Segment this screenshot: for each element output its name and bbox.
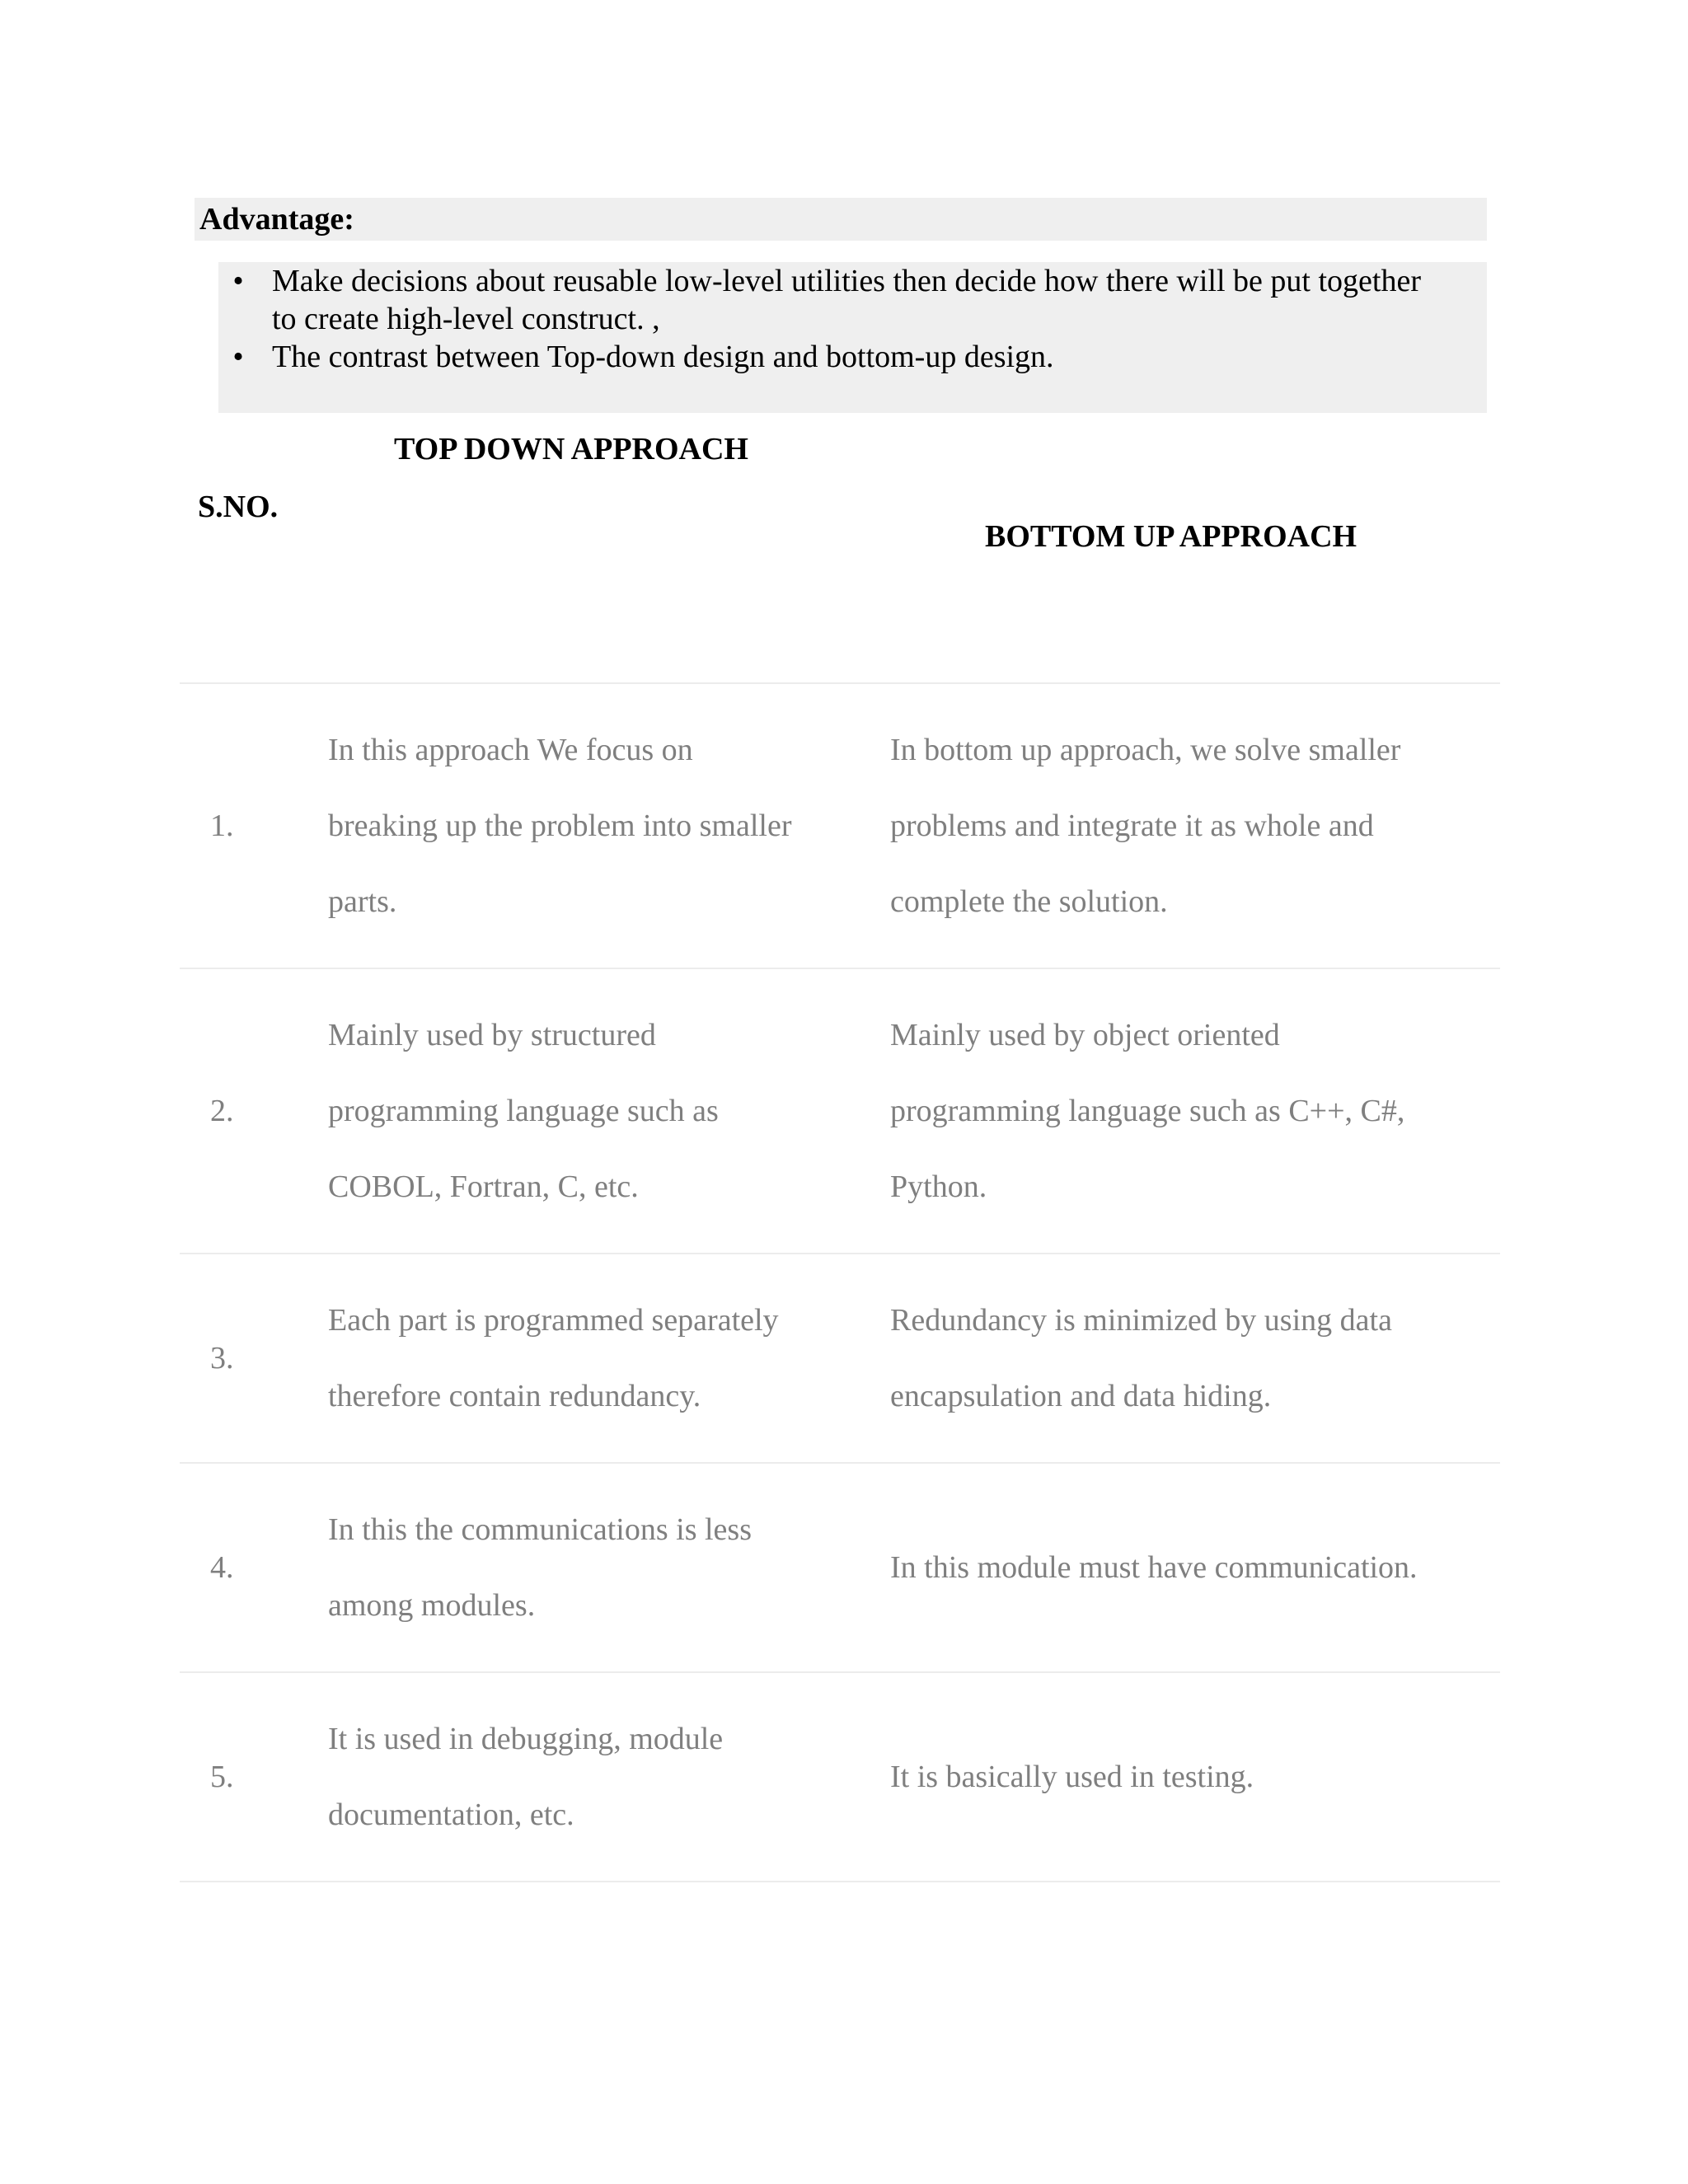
bullet-dot-icon: •: [232, 340, 244, 374]
row-number: 5.: [210, 1760, 234, 1794]
advantage-bullet-list: [218, 262, 1487, 376]
bullet-text-line: to create high-level construct. ,: [272, 302, 660, 336]
cell-line: problems and integrate it as whole and: [890, 808, 1374, 843]
table-row: [180, 682, 1500, 968]
bottom-up-cell: [890, 1282, 1500, 1434]
bullet-text-line: The contrast between Top-down design and bottom-up design.: [272, 340, 1054, 374]
cell-line: programming language such as: [328, 1094, 719, 1128]
table-row: [180, 1671, 1500, 1882]
top-down-cell: [328, 1492, 890, 1643]
cell-line: programming language such as C++, C#,: [890, 1094, 1405, 1128]
cell-line: COBOL, Fortran, C, etc.: [328, 1169, 639, 1204]
row-number: 1.: [210, 808, 234, 843]
row-number: 3.: [210, 1341, 234, 1376]
cell-line: therefore contain redundancy.: [328, 1379, 701, 1413]
top-down-cell: [328, 712, 890, 940]
cell-line: parts.: [328, 884, 397, 919]
top-down-cell: [328, 1282, 890, 1434]
top-down-cell: [328, 997, 890, 1225]
cell-line: In this module must have communication.: [890, 1550, 1418, 1585]
bottom-up-cell: [890, 1739, 1500, 1815]
cell-line: breaking up the problem into smaller: [328, 808, 792, 843]
row-number: 2.: [210, 1094, 234, 1128]
top-down-cell: [328, 1701, 890, 1853]
table-row: [180, 1253, 1500, 1462]
sno-column-header: S.NO.: [198, 490, 279, 524]
advantage-heading: Advantage:: [195, 198, 1487, 241]
advantage-bullet-item: [218, 262, 1487, 338]
cell-line: Mainly used by structured: [328, 1018, 656, 1052]
bottom-up-cell: [890, 997, 1500, 1225]
cell-line: It is used in debugging, module: [328, 1722, 724, 1756]
table-row: [180, 1462, 1500, 1671]
top-down-column-header: TOP DOWN APPROACH: [394, 432, 748, 466]
cell-line: Mainly used by object oriented: [890, 1018, 1280, 1052]
cell-line: encapsulation and data hiding.: [890, 1379, 1272, 1413]
cell-line: In bottom up approach, we solve smaller: [890, 733, 1401, 767]
bottom-up-cell: [890, 1530, 1500, 1605]
row-number: 4.: [210, 1550, 234, 1585]
cell-line: In this approach We focus on: [328, 733, 693, 767]
bottom-up-cell: [890, 712, 1500, 940]
table-row: [180, 968, 1500, 1253]
bullet-dot-icon: •: [232, 264, 244, 298]
cell-line: In this the communications is less: [328, 1512, 753, 1547]
comparison-table: [180, 682, 1500, 1882]
advantage-bullet-item: [218, 338, 1487, 376]
cell-line: among modules.: [328, 1588, 536, 1623]
bullet-text-line: Make decisions about reusable low-level utilities then decide how there will be put together: [272, 264, 1421, 298]
cell-line: documentation, etc.: [328, 1797, 574, 1832]
bottom-up-column-header: BOTTOM UP APPROACH: [985, 519, 1357, 554]
cell-line: complete the solution.: [890, 884, 1168, 919]
cell-line: It is basically used in testing.: [890, 1760, 1254, 1794]
cell-line: Redundancy is minimized by using data: [890, 1303, 1392, 1338]
cell-line: Each part is programmed separately: [328, 1303, 779, 1338]
advantage-bullet-box: [218, 262, 1487, 413]
cell-line: Python.: [890, 1169, 987, 1204]
